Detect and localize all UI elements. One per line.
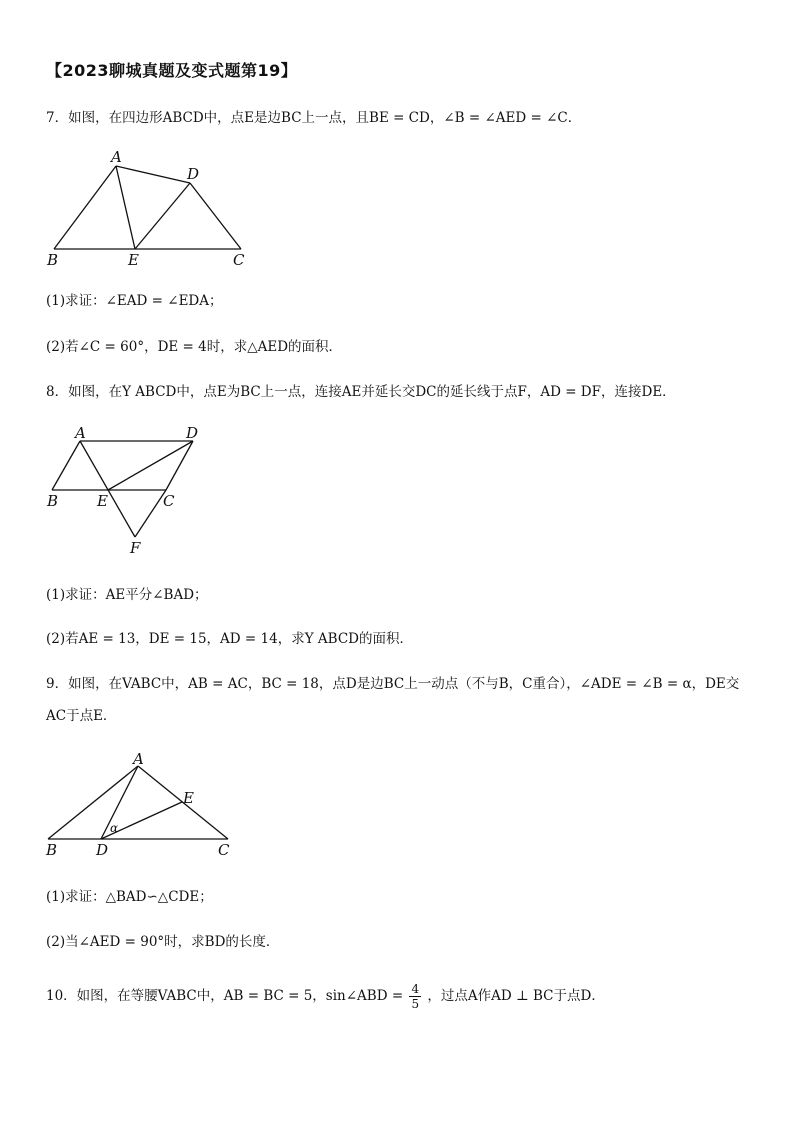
q7-part1: (1)求证：∠EAD = ∠EDA； — [46, 293, 223, 309]
q7-label-d: D — [187, 165, 200, 183]
q7-stem: 7．如图，在四边形ABCD中，点E是边BC上一点，且BE = CD，∠B = ∠AED = ∠C． — [46, 110, 582, 126]
q9-label-c: C — [218, 841, 230, 859]
q10-fraction-denominator: 5 — [411, 997, 420, 1011]
q9-stem-line2: AC于点E． — [46, 708, 117, 724]
q10-stem-before: 10．如图，在等腰VABC中，AB = BC = 5，sin∠ABD = — [46, 988, 404, 1004]
q10-fraction-numerator: 4 — [411, 982, 420, 996]
q8-label-c: C — [163, 492, 175, 510]
q8-part2: (2)若AE = 13，DE = 15，AD = 14，求Y ABCD的面积． — [46, 631, 413, 647]
q7-label-e: E — [128, 251, 139, 269]
q8-label-b: B — [47, 492, 59, 510]
q8-label-d: D — [186, 424, 199, 442]
q9-part2: (2)当∠AED = 90°时，求BD的长度． — [46, 934, 280, 950]
q7-part2: (2)若∠C = 60°，DE = 4时，求△AED的面积． — [46, 339, 343, 355]
q8-label-a: A — [75, 424, 86, 442]
q10-stem — [46, 980, 605, 1012]
q9-label-alpha: α — [110, 821, 119, 835]
q8-label-e: E — [97, 492, 108, 510]
q10-fraction — [409, 982, 421, 1011]
q10-stem-after: ，过点A作AD ⊥ BC于点D． — [427, 988, 605, 1004]
q8-part1: (1)求证：AE平分∠BAD； — [46, 587, 208, 603]
q8-label-f: F — [130, 539, 141, 557]
q9-label-b: B — [46, 841, 58, 859]
q7-label-c: C — [233, 251, 245, 269]
q9-stem-line1: 9．如图，在VABC中，AB = AC，BC = 18，点D是边BC上一动点（不与B，C重合），∠ADE = ∠B = α，DE交 — [46, 676, 740, 692]
page-title: 【2023聊城真题及变式题第19】 — [46, 61, 298, 80]
q7-label-a: A — [111, 148, 122, 166]
q8-stem: 8．如图，在Y ABCD中，点E为BC上一点，连接AE并延长交DC的延长线于点F，AD = DF，连接DE． — [46, 384, 676, 400]
q7-label-b: B — [47, 251, 59, 269]
q9-label-e: E — [183, 789, 194, 807]
q9-label-a: A — [133, 750, 144, 768]
q9-part1: (1)求证：△BAD∽△CDE； — [46, 889, 213, 905]
q9-label-d: D — [96, 841, 109, 859]
